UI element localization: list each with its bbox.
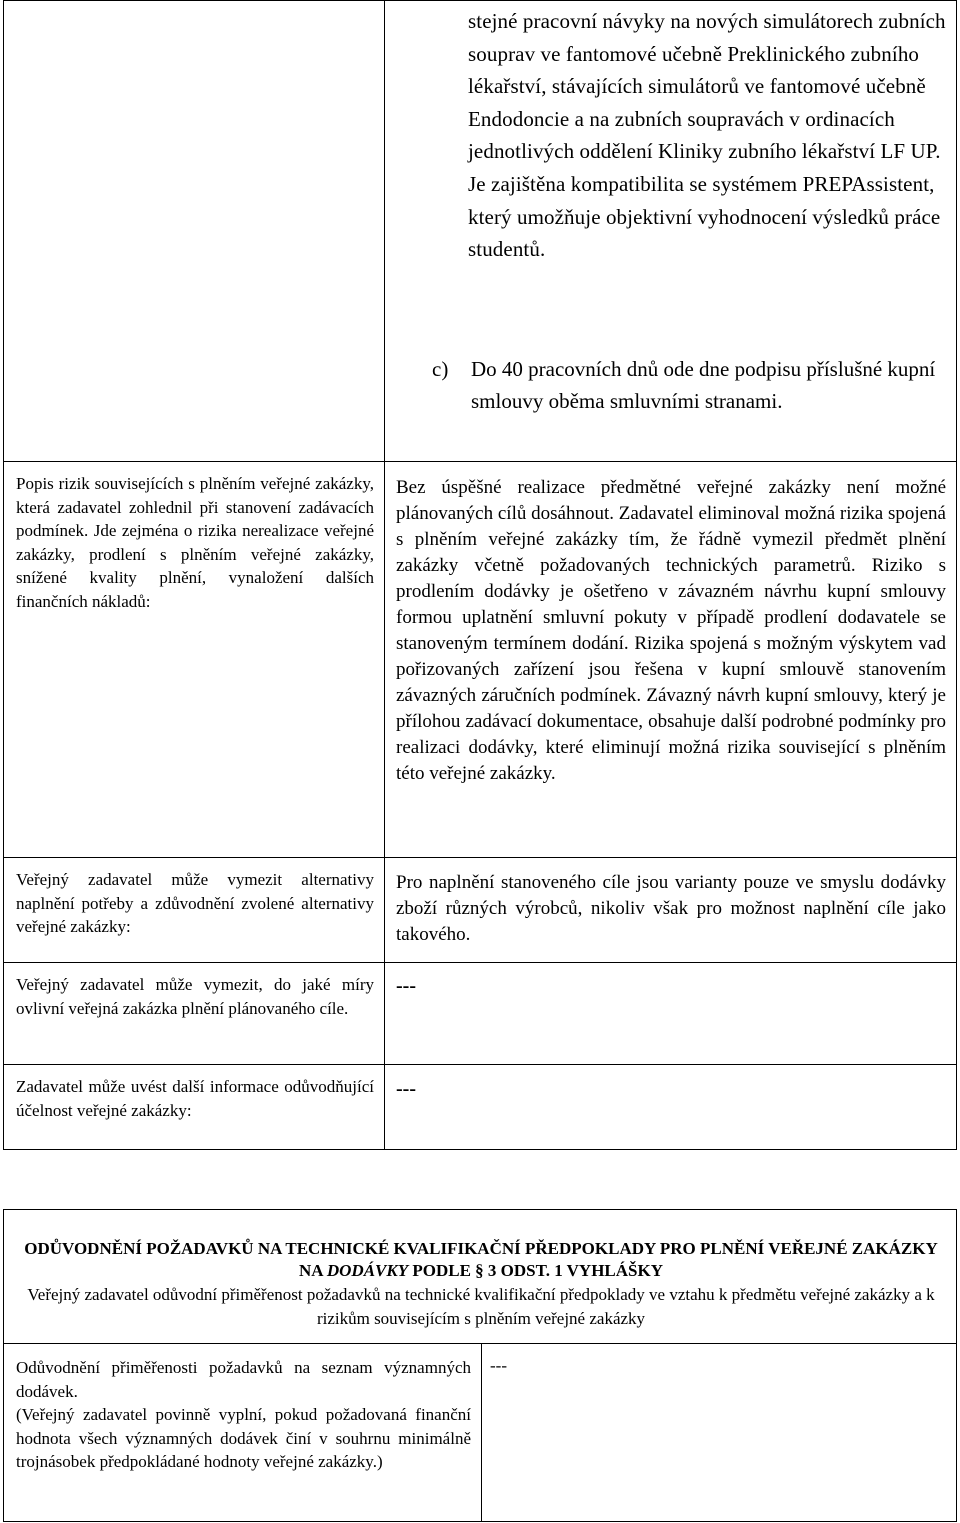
justification-table [3,0,957,1150]
section-subheading: Veřejný zadavatel odůvodní přiměřenost požadavků na technické kvalifikační předpoklady ve vztahu k předmětu veřejné zakázky a k rizikům souvisejícím s plněním veřejné zakázky [27,1285,935,1328]
continued-description-text: stejné pracovní návyky na nových simulátorech zubních souprav ve fantomové učebně Preklinického zubního lékařství, stávajících simulátorů ve fantomové učebně Endodoncie a na zubních soupravách v ordinacích jednotlivých oddělení Kliniky zubního lékařství LF UP. Je zajištěna kompatibilita se systémem PREPAssistent, který umožňuje objektivní vyhodnocení výsledků práce studentů. [468,9,946,262]
column-divider [384,1,385,1149]
additional-info-value: --- [396,1078,416,1100]
label-line-2: (Veřejný zadavatel povinně vyplní, pokud požadovaná finanční hodnota všech významných dodávek činí v souhrnu minimálně trojnásobek předpokládané hodnoty veřejné zakázky.) [16,1405,471,1471]
goal-influence-value: --- [396,975,416,997]
row-divider [4,461,956,462]
significant-deliveries-label [16,1356,471,1474]
delivery-term-item [432,353,952,418]
alternatives-value: Pro naplnění stanoveného cíle jsou varianty pouze ve smyslu dodávky zboží různých výrobců, nikoliv však pro možnost naplnění cíle jako takového. [396,872,946,945]
heading-italic-text: DODÁVKY [326,1261,409,1280]
risk-description-label: Popis rizik souvisejících s plněním veřejné zakázky, která zadavatel zohlednil při stanovení zadávacích podmínek. Jde zejména o rizika nerealizace veřejné zakázky, prodlení s plněním veřejné zakázky, snížené kvality plnění, vynaložení dalších finančních nákladů: [16,474,374,611]
significant-deliveries-value: --- [490,1356,507,1375]
row-divider [4,1064,956,1065]
row-divider [4,1343,956,1344]
section-heading [14,1238,948,1282]
risk-description-value: Bez úspěšné realizace předmětné veřejné zakázky není možné plánovaných cílů dosáhnout. Zadavatel eliminoval možná rizika spojená s plněním veřejné zakázky tím, že řádně vymezil předmět plnění zakázky včetně požadovaných technických parametrů. Riziko s prodlením dodávky je ošetřeno v závazném návrhu kupní smlouvy formou uplatnění smluvní pokuty v případě prodlení dodavatele se stanoveným termínem dodání. Rizika spojená s možným výskytem vad pořizovaných zařízení jsou řešena v kupní smlouvě stanovením závazných záručních podmínek. Závazný návrh kupní smlouvy, který je přílohou zadávací dokumentace, obsahuje další podrobné podmínky pro realizaci dodávky, které eliminují možná rizika související s plněním této veřejné zakázky. [396,477,946,784]
additional-info-label: Zadavatel může uvést další informace odůvodňující účelnost veřejné zakázky: [16,1077,374,1120]
heading-text-end: PODLE § 3 ODST. 1 VYHLÁŠKY [408,1261,663,1280]
column-divider [481,1343,482,1521]
qualification-table [3,1209,957,1522]
heading-text: ODŮVODNĚNÍ POŽADAVKŮ NA TECHNICKÉ KVALIFIKAČNÍ PŘEDPOKLADY PRO PLNĚNÍ VEŘEJNÉ ZAKÁZKY NA [24,1239,938,1280]
row-divider [4,962,956,963]
list-marker: c) [432,357,449,381]
label-line-1: Odůvodnění přiměřenosti požadavků na seznam významných dodávek. [16,1358,471,1401]
delivery-term-text: Do 40 pracovních dnů ode dne podpisu příslušné kupní smlouvy oběma smluvními stranami. [471,357,936,414]
alternatives-label: Veřejný zadavatel může vymezit alternativy naplnění potřeby a zdůvodnění zvolené alternativy veřejné zakázky: [16,870,374,936]
row-divider [4,857,956,858]
goal-influence-label: Veřejný zadavatel může vymezit, do jaké míry ovlivní veřejná zakázka plnění plánovaného cíle. [16,975,374,1018]
